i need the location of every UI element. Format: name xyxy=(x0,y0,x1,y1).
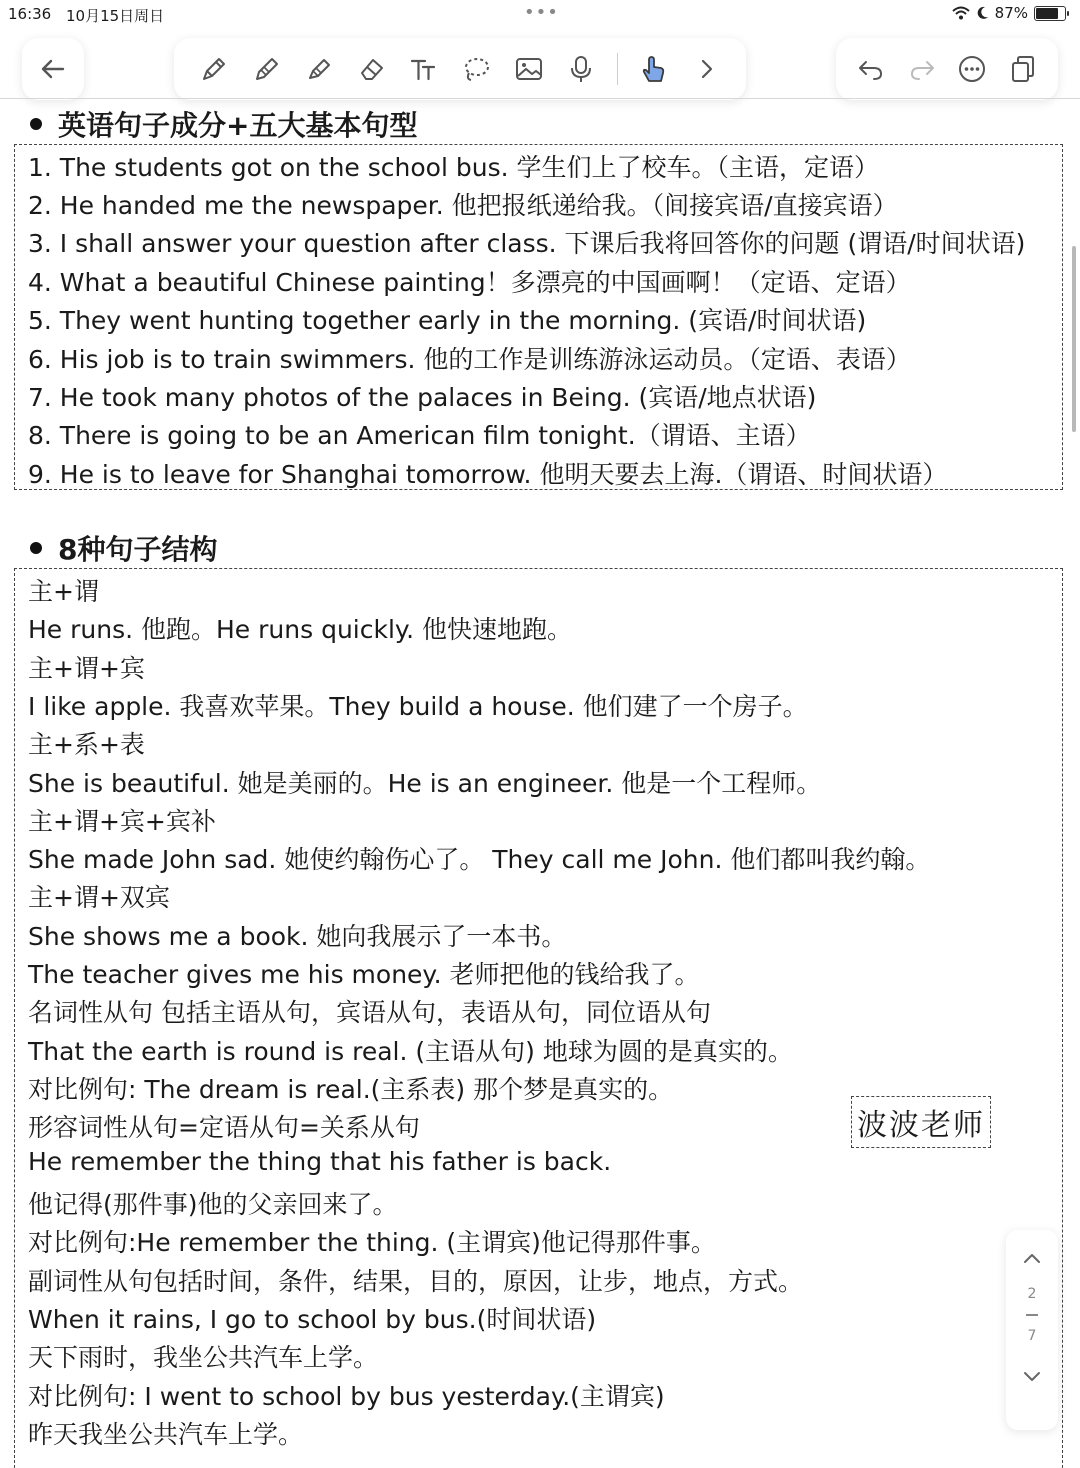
multitask-dots-icon[interactable]: ••• xyxy=(524,2,559,23)
lasso-icon[interactable] xyxy=(459,52,493,86)
pen-icon[interactable] xyxy=(197,52,231,86)
list-item: 主+谓 xyxy=(28,577,99,606)
list-item: When it rains, I go to school by bus.(时间状语) xyxy=(28,1305,597,1334)
list-item: I like apple. 我喜欢苹果。They build a house. 他们建了一个房子。 xyxy=(28,692,808,721)
list-item: He remember the thing that his father is back. xyxy=(28,1147,612,1176)
list-item: 名词性从句 包括主语从句，宾语从句，表语从句，同位语从句 xyxy=(28,998,711,1027)
list-item: 6. His job is to train swimmers. 他的工作是训练游泳运动员。（定语、表语） xyxy=(28,345,911,374)
list-item: 昨天我坐公共汽车上学。 xyxy=(28,1420,304,1449)
section1-title: 英语句子成分+五大基本句型 xyxy=(58,109,418,142)
total-pages: 7 xyxy=(1027,1328,1037,1344)
action-palette xyxy=(836,38,1058,100)
moon-icon xyxy=(976,6,989,20)
list-item: 形容词性从句=定语从句=关系从句 xyxy=(28,1113,420,1142)
list-item: 他记得(那件事)他的父亲回来了。 xyxy=(28,1190,398,1219)
text-icon[interactable] xyxy=(407,52,441,86)
bullet-icon xyxy=(30,118,42,130)
arrow-left-icon xyxy=(39,55,67,83)
list-item: 对比例句: The dream is real.(主系表) 那个梦是真实的。 xyxy=(28,1075,674,1104)
image-icon[interactable] xyxy=(512,52,546,86)
signature-textbox[interactable]: 波波老师 xyxy=(851,1096,991,1148)
page-separator xyxy=(1026,1314,1038,1316)
touch-icon[interactable] xyxy=(636,52,670,86)
current-page: 2 xyxy=(1027,1286,1037,1302)
section2-heading xyxy=(30,528,217,568)
status-date: 10月15日周日 xyxy=(66,7,165,25)
section2-textbox[interactable] xyxy=(14,568,1063,1468)
redo-icon[interactable] xyxy=(905,52,939,86)
list-item: 对比例句:He remember the thing. (主谓宾)他记得那件事。 xyxy=(28,1228,716,1257)
list-item: 2. He handed me the newspaper. 他把报纸递给我。（间接宾语/直接宾语） xyxy=(28,191,898,220)
tool-palette xyxy=(174,38,746,100)
list-item: 主+谓+宾+宾补 xyxy=(28,807,216,836)
list-item: She shows me a book. 她向我展示了一本书。 xyxy=(28,922,567,951)
list-item: 主+谓+双宾 xyxy=(28,883,170,912)
chevron-right-icon[interactable] xyxy=(689,52,723,86)
list-item: 5. They went hunting together early in the morning. (宾语/时间状语) xyxy=(28,306,867,335)
list-item: She made John sad. 她使约翰伤心了。 They call me John. 他们都叫我约翰。 xyxy=(28,845,931,874)
list-item: She is beautiful. 她是美丽的。He is an engineer. 他是一个工程师。 xyxy=(28,769,822,798)
highlighter-icon[interactable] xyxy=(302,52,336,86)
undo-icon[interactable] xyxy=(854,52,888,86)
list-item: 9. He is to leave for Shanghai tomorrow. 他明天要去上海.（谓语、时间状语） xyxy=(28,460,948,489)
list-item: The teacher gives me his money. 老师把他的钱给我了。 xyxy=(28,960,700,989)
list-item: 4. What a beautiful Chinese painting！多漂亮的中国画啊！（定语、定语） xyxy=(28,268,911,297)
list-item: 3. I shall answer your question after class. 下课后我将回答你的问题 (谓语/时间状语) xyxy=(28,229,1026,258)
scrollbar[interactable] xyxy=(1072,246,1076,432)
section2-title: 8种句子结构 xyxy=(58,533,218,566)
eraser-icon[interactable] xyxy=(355,52,389,86)
section1-textbox[interactable] xyxy=(14,144,1063,490)
toolbar-divider xyxy=(0,98,1080,99)
chevron-down-icon[interactable] xyxy=(1020,1364,1044,1388)
status-bar xyxy=(0,0,1080,28)
list-item: He runs. 他跑。He runs quickly. 他快速地跑。 xyxy=(28,615,573,644)
back-button[interactable] xyxy=(22,38,84,100)
list-item: 副词性从句包括时间，条件，结果，目的，原因，让步，地点，方式。 xyxy=(28,1267,804,1296)
list-item: 天下雨时，我坐公共汽车上学。 xyxy=(28,1343,379,1372)
battery-icon xyxy=(1034,6,1066,21)
wifi-icon xyxy=(952,6,970,20)
list-item: 主+谓+宾 xyxy=(28,654,145,683)
page-navigator xyxy=(1006,1230,1058,1430)
battery-percent: 87% xyxy=(994,4,1028,22)
bullet-icon xyxy=(30,542,42,554)
more-icon[interactable] xyxy=(955,52,989,86)
list-item: 对比例句: I went to school by bus yesterday.(主谓宾) xyxy=(28,1382,665,1411)
list-item: 7. He took many photos of the palaces in Being. (宾语/地点状语) xyxy=(28,383,817,412)
list-item: 主+系+表 xyxy=(28,730,145,759)
list-item: 1. The students got on the school bus. 学生们上了校车。（主语，定语） xyxy=(28,153,879,182)
list-item: That the earth is round is real. (主语从句) 地球为圆的是真实的。 xyxy=(28,1037,793,1066)
microphone-icon[interactable] xyxy=(564,52,598,86)
status-right xyxy=(952,4,1066,22)
pages-icon[interactable] xyxy=(1006,52,1040,86)
list-item: 8. There is going to be an American film tonight.（谓语、主语） xyxy=(28,421,811,450)
chevron-up-icon[interactable] xyxy=(1020,1246,1044,1270)
pencil-icon[interactable] xyxy=(250,52,284,86)
status-time: 16:36 xyxy=(8,5,52,23)
section1-heading xyxy=(30,104,417,144)
toolbar-separator xyxy=(617,53,618,85)
